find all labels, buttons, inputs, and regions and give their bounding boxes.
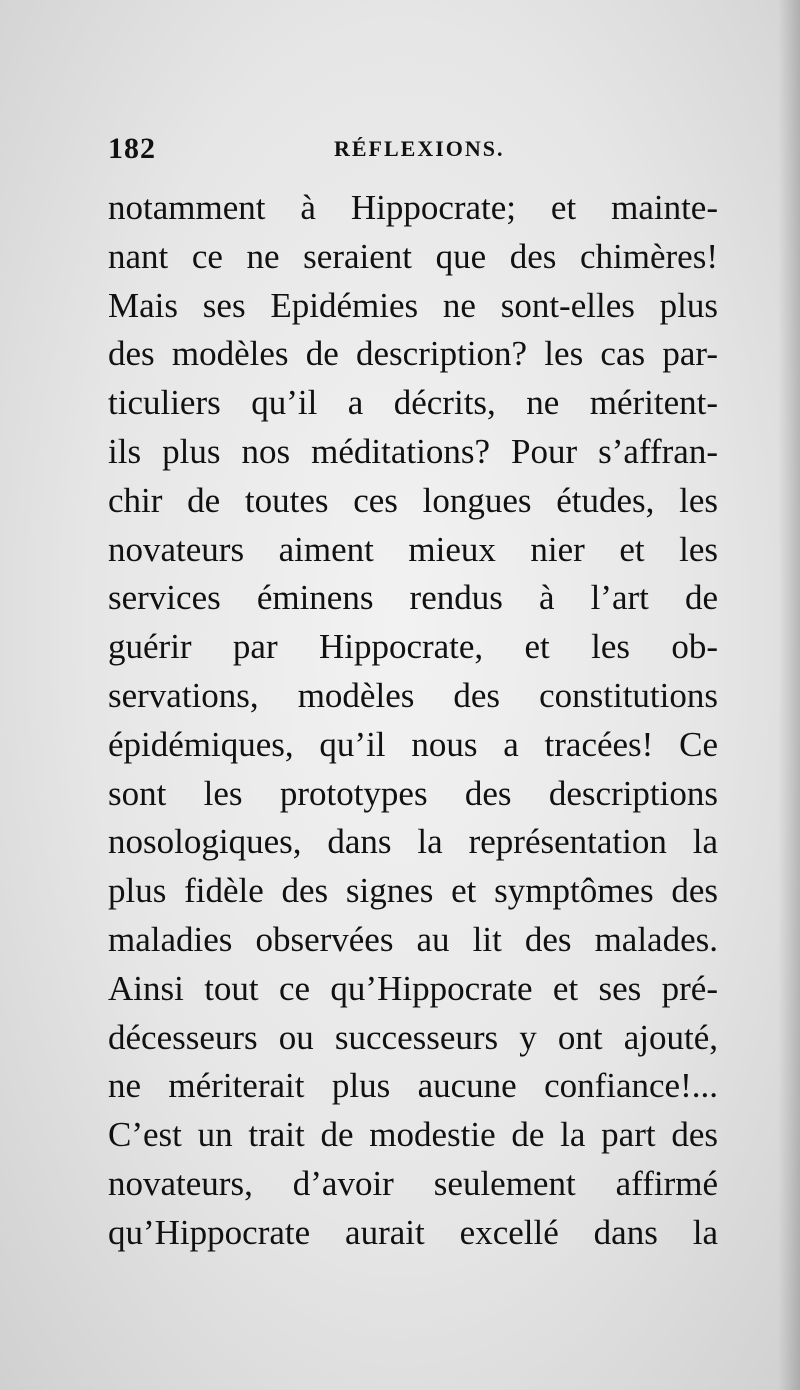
page-number: 182 <box>108 132 156 165</box>
text-line: plus fidèle des signes et symptômes des <box>108 871 718 911</box>
text-line: services éminens rendus à l’art de <box>108 578 718 618</box>
text-line: maladies observées au lit des malades. <box>108 919 718 959</box>
text-line: des modèles de description? les cas par- <box>108 334 718 374</box>
body-text <box>108 184 718 1258</box>
text-line: ne mériterait plus aucune confiance!... <box>108 1066 718 1106</box>
text-line: chir de toutes ces longues études, les <box>108 480 718 520</box>
text-line: ils plus nos méditations? Pour s’affran- <box>108 431 718 471</box>
text-line: novateurs aiment mieux nier et les <box>108 529 718 569</box>
text-line: nosologiques, dans la représentation la <box>108 822 718 862</box>
text-line: décesseurs ou successeurs y ont ajouté, <box>108 1017 718 1057</box>
text-line: nant ce ne seraient que des chimères! <box>108 236 718 276</box>
text-line: sont les prototypes des descriptions <box>108 773 718 813</box>
running-title: RÉFLEXIONS. <box>334 136 505 161</box>
page-edge-shadow <box>778 0 800 1390</box>
text-line: novateurs, d’avoir seulement affirmé <box>108 1163 718 1203</box>
book-page <box>108 132 718 1258</box>
text-line: qu’Hippocrate aurait excellé dans la <box>108 1212 718 1252</box>
text-line: épidémiques, qu’il nous a tracées! Ce <box>108 724 718 764</box>
text-line: guérir par Hippocrate, et les ob- <box>108 627 718 667</box>
text-line: C’est un trait de modestie de la part des <box>108 1115 718 1155</box>
text-line: servations, modèles des constitutions <box>108 675 718 715</box>
running-header <box>108 132 718 176</box>
text-line: ticuliers qu’il a décrits, ne méritent- <box>108 383 718 423</box>
text-line: Mais ses Epidémies ne sont-elles plus <box>108 285 718 325</box>
text-line: Ainsi tout ce qu’Hippocrate et ses pré- <box>108 968 718 1008</box>
text-line: notamment à Hippocrate; et mainte- <box>108 188 718 227</box>
